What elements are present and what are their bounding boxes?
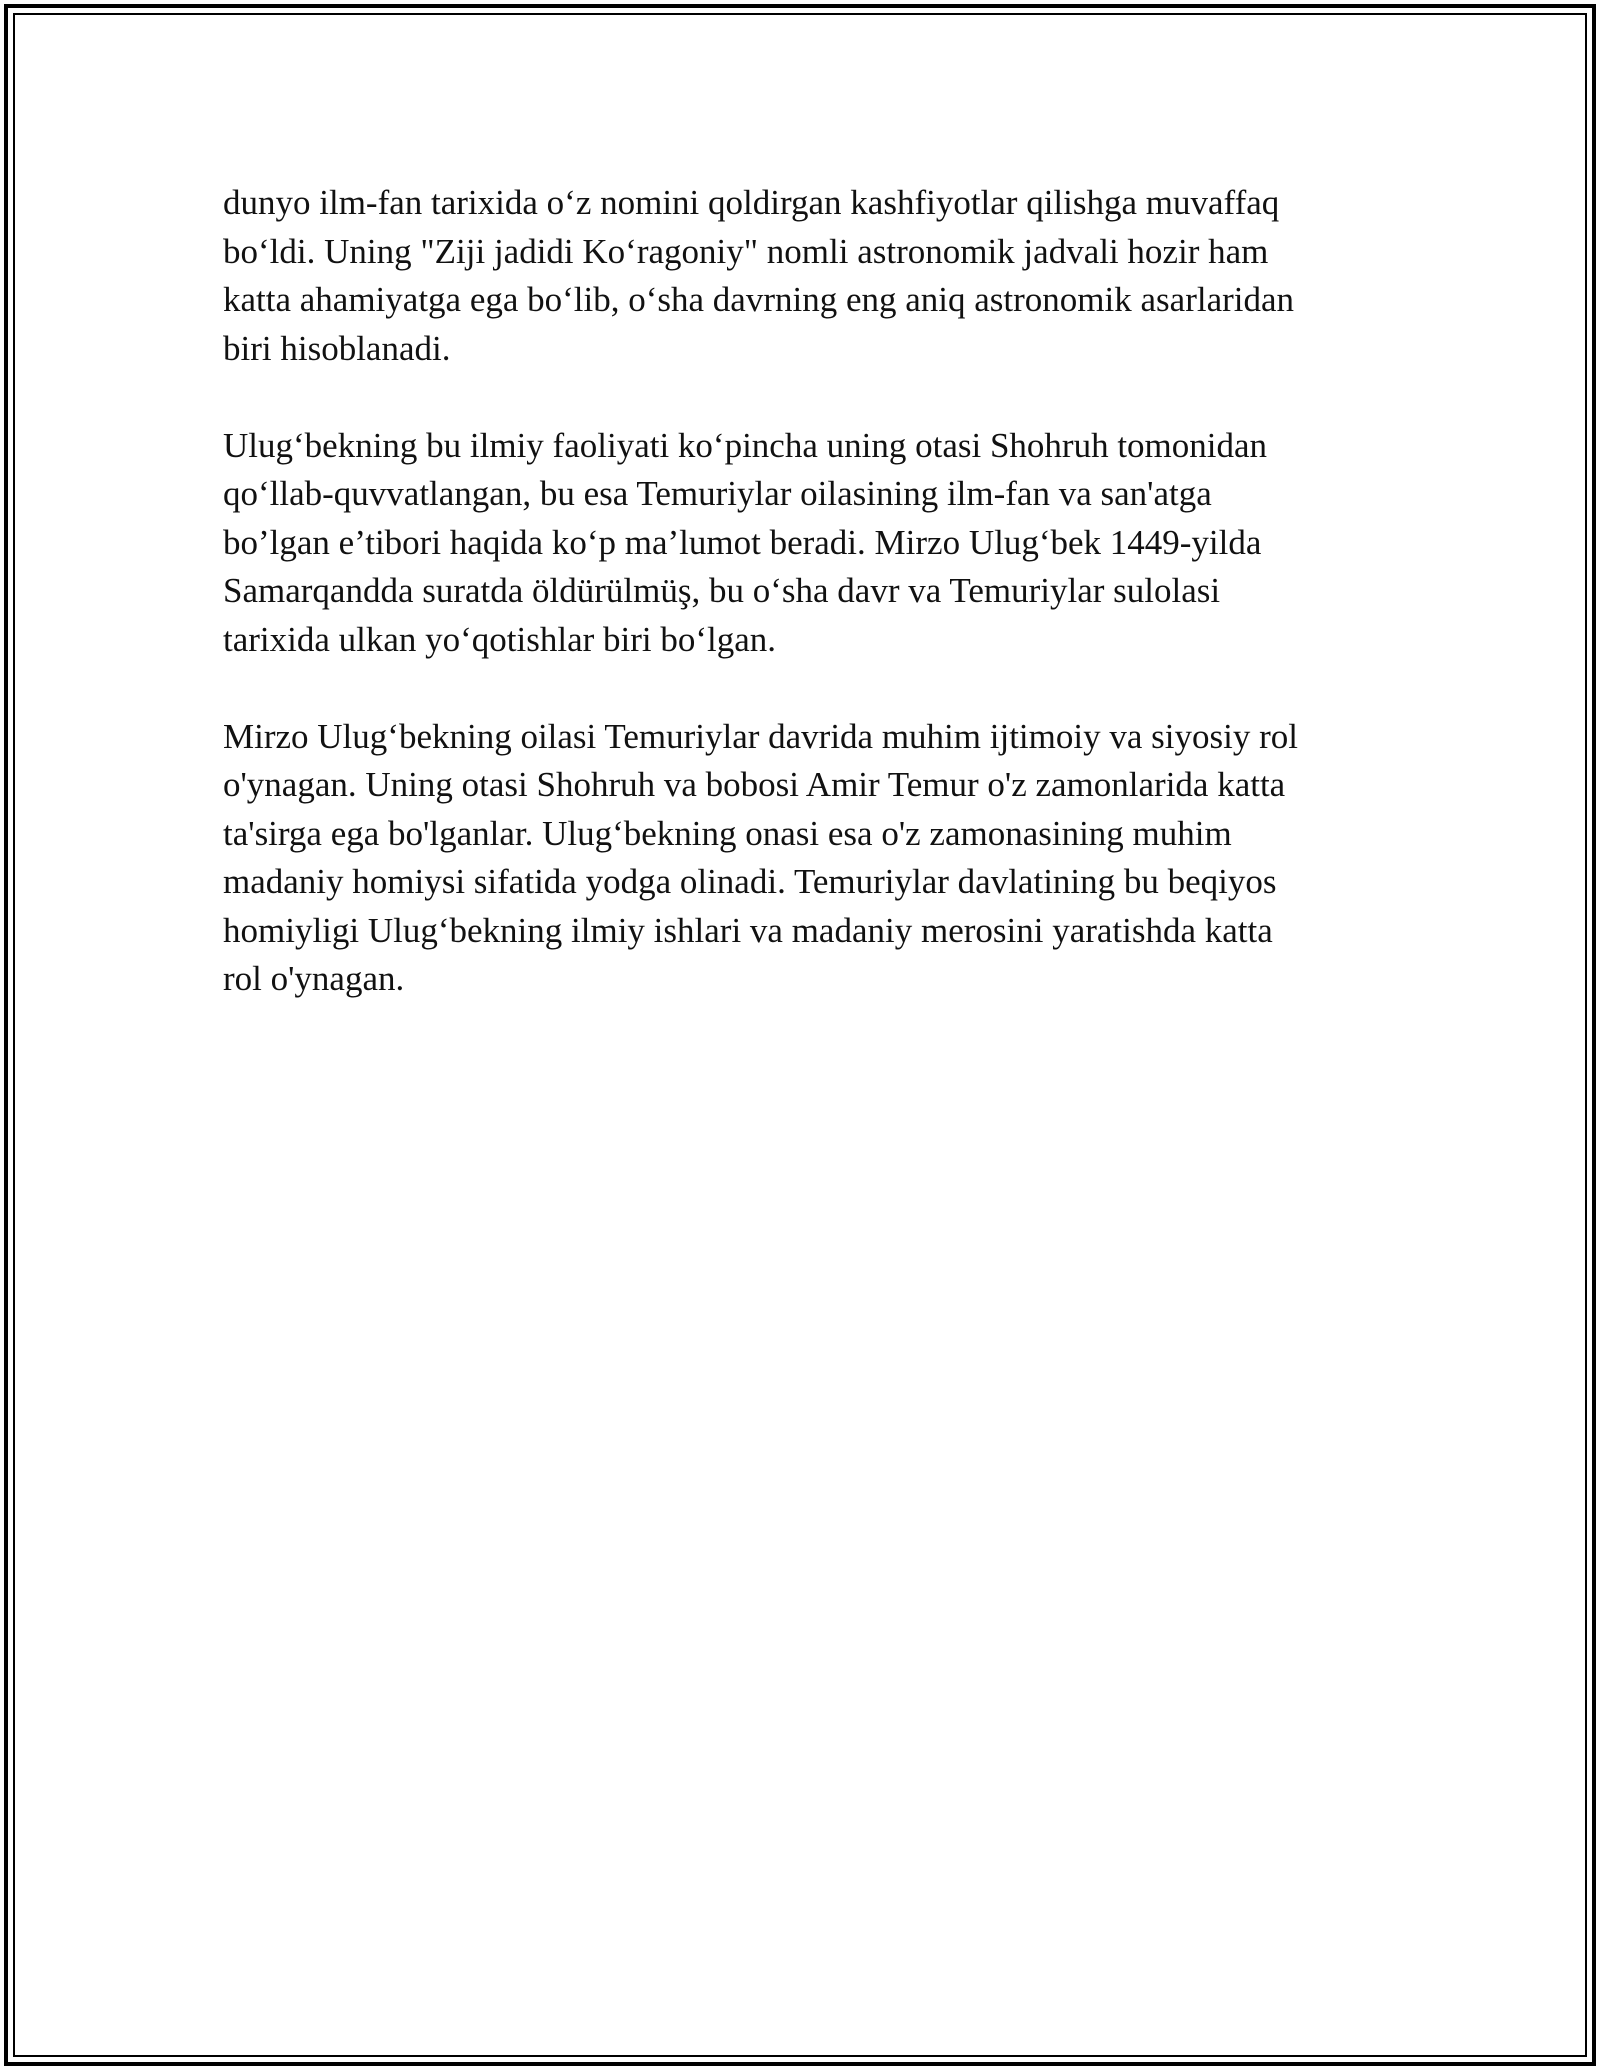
paragraph-2 [223,422,1383,665]
text-line: dunyo ilm-fan tarixida o‘z nomini qoldirgan kashfiyotlar qilishga muvaffaq [223,183,1280,222]
paragraph-1 [223,179,1383,373]
text-line: rol o'ynagan. [223,959,405,998]
text-line: madaniy homiysi sifatida yodga olinadi. Temuriylar davlatining bu beqiyos [223,862,1277,901]
text-line: Samarqandda suratda öldürülmüş, bu o‘sha davr va Temuriylar sulolasi [223,571,1221,610]
text-line: Mirzo Ulug‘bekning oilasi Temuriylar davrida muhim ijtimoiy va siyosiy rol [223,716,1298,756]
text-line: Ulug‘bekning bu ilmiy faoliyati ko‘pincha uning otasi Shohruh tomonidan [223,425,1268,465]
text-line: bo‘ldi. Uning "Ziji jadidi Ko‘ragoniy" nomli astronomik jadvali hozir ham [223,231,1269,271]
text-line: homiyligi Ulug‘bekning ilmiy ishlari va madaniy merosini yaratishda katta [223,910,1273,950]
text-line: katta ahamiyatga ega bo‘lib, o‘sha davrning eng aniq astronomik asarlaridan [223,280,1295,319]
text-line: ta'sirga ega bo'lganlar. Ulug‘bekning onasi esa o'z zamonasining muhim [223,813,1232,853]
text-line: bo’lgan e’tibori haqida ko‘p ma’lumot beradi. Mirzo Ulug‘bek 1449-yilda [223,522,1262,562]
document-body [223,179,1383,1052]
text-line: o'ynagan. Uning otasi Shohruh va bobosi Amir Temur o'z zamonlarida katta [223,765,1286,804]
text-line: qo‘llab-quvvatlangan, bu esa Temuriylar oilasining ilm-fan va san'atga [223,474,1212,513]
text-line: tarixida ulkan yo‘qotishlar biri bo‘lgan. [223,619,777,659]
text-line: biri hisoblanadi. [223,328,451,368]
paragraph-3 [223,713,1383,1004]
